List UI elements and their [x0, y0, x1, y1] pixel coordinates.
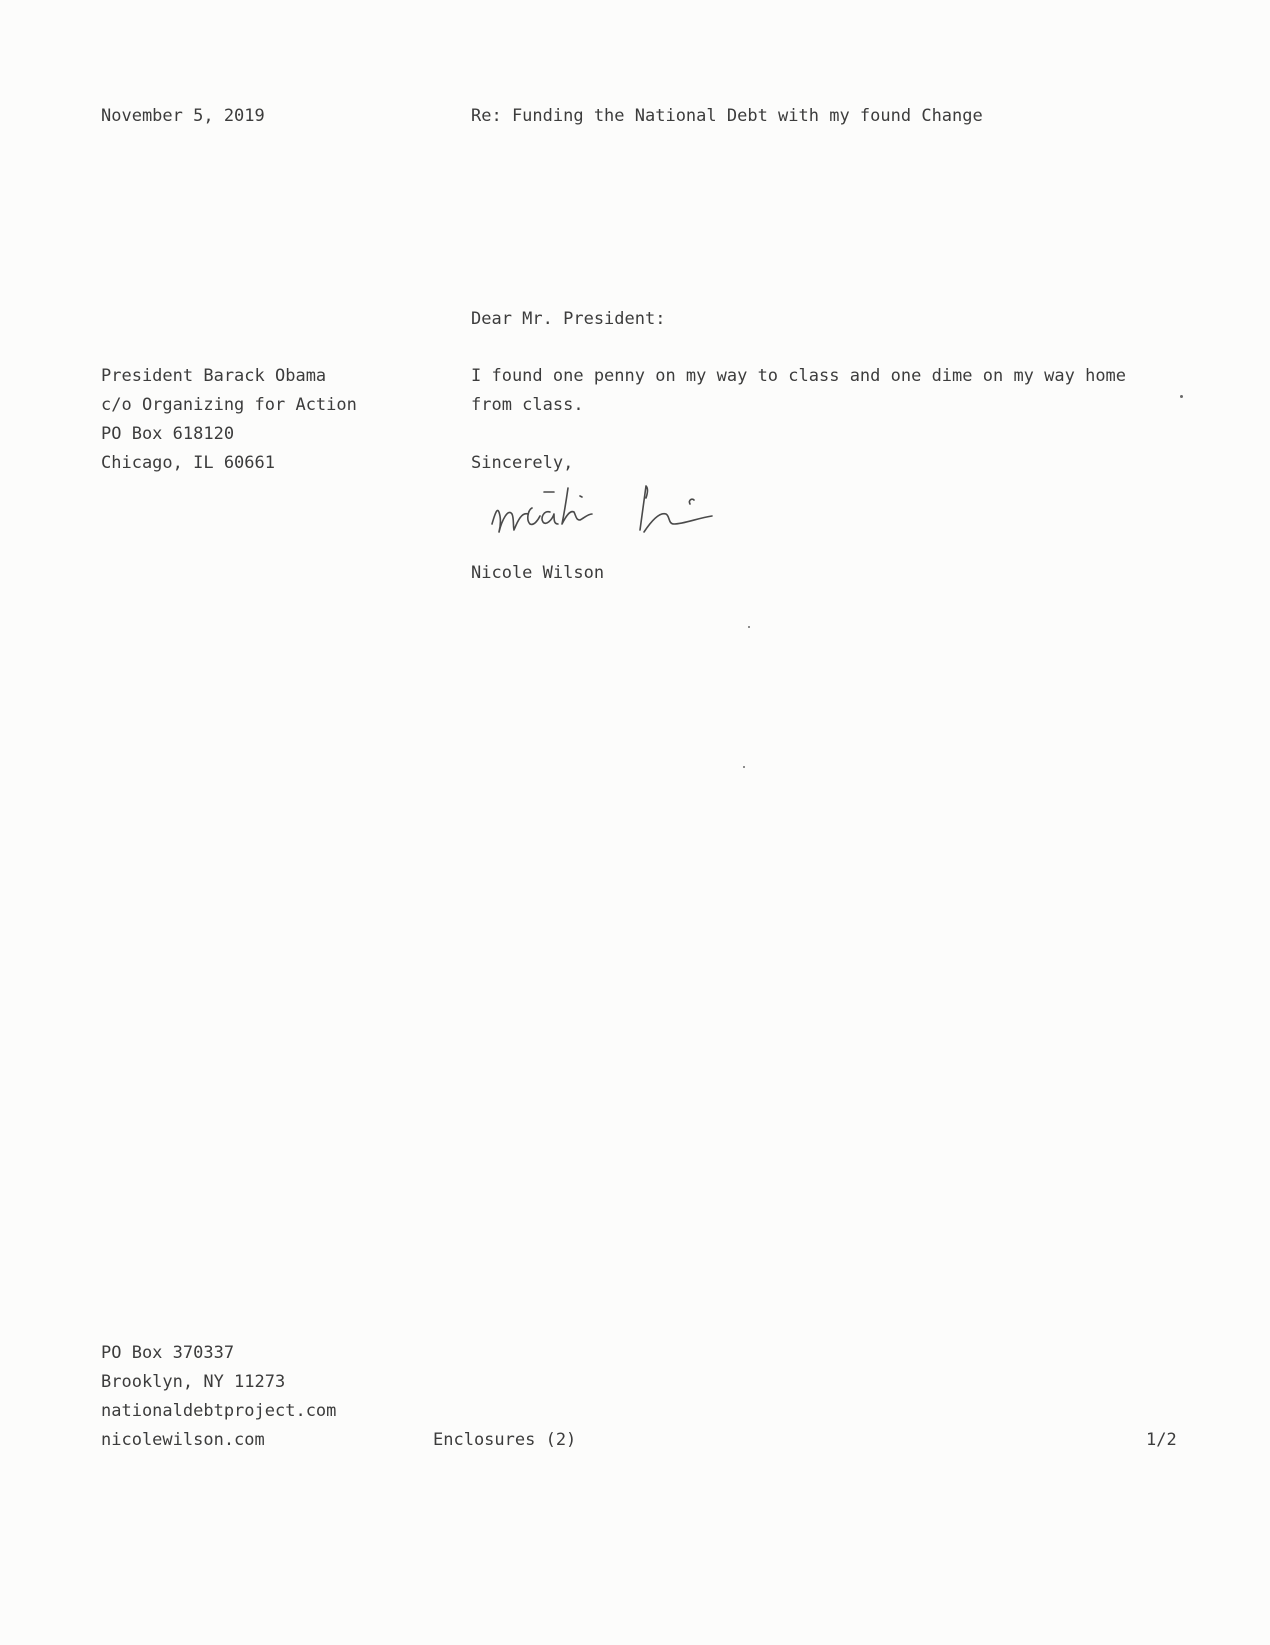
recipient-address — [101, 362, 357, 478]
sender-address — [101, 1339, 336, 1455]
paper-speck — [743, 766, 745, 768]
body-line: from class. — [471, 395, 584, 415]
recipient-line: Chicago, IL 60661 — [101, 453, 275, 473]
body-line: I found one penny on my way to class and one dime on my way home — [471, 366, 1127, 386]
footer-website: nationaldebtproject.com — [101, 1401, 337, 1421]
recipient-line: c/o Organizing for Action — [101, 395, 357, 415]
footer-address-line: PO Box 370337 — [101, 1343, 235, 1363]
page-number: 1/2 — [1146, 1430, 1177, 1450]
letter-closing: Sincerely, — [471, 453, 574, 473]
enclosures-note: Enclosures (2) — [433, 1430, 577, 1450]
letter-subject: Re: Funding the National Debt with my found Change — [471, 106, 983, 126]
footer-website: nicolewilson.com — [101, 1430, 265, 1450]
recipient-line: PO Box 618120 — [101, 424, 235, 444]
letter-date: November 5, 2019 — [101, 106, 265, 126]
handwritten-signature — [488, 480, 768, 552]
letter-body — [471, 362, 1171, 420]
paper-speck — [748, 626, 750, 628]
recipient-line: President Barack Obama — [101, 366, 327, 386]
letter-salutation: Dear Mr. President: — [471, 309, 666, 329]
paper-speck — [1180, 395, 1183, 398]
footer-address-line: Brooklyn, NY 11273 — [101, 1372, 286, 1392]
sender-name: Nicole Wilson — [471, 563, 605, 583]
